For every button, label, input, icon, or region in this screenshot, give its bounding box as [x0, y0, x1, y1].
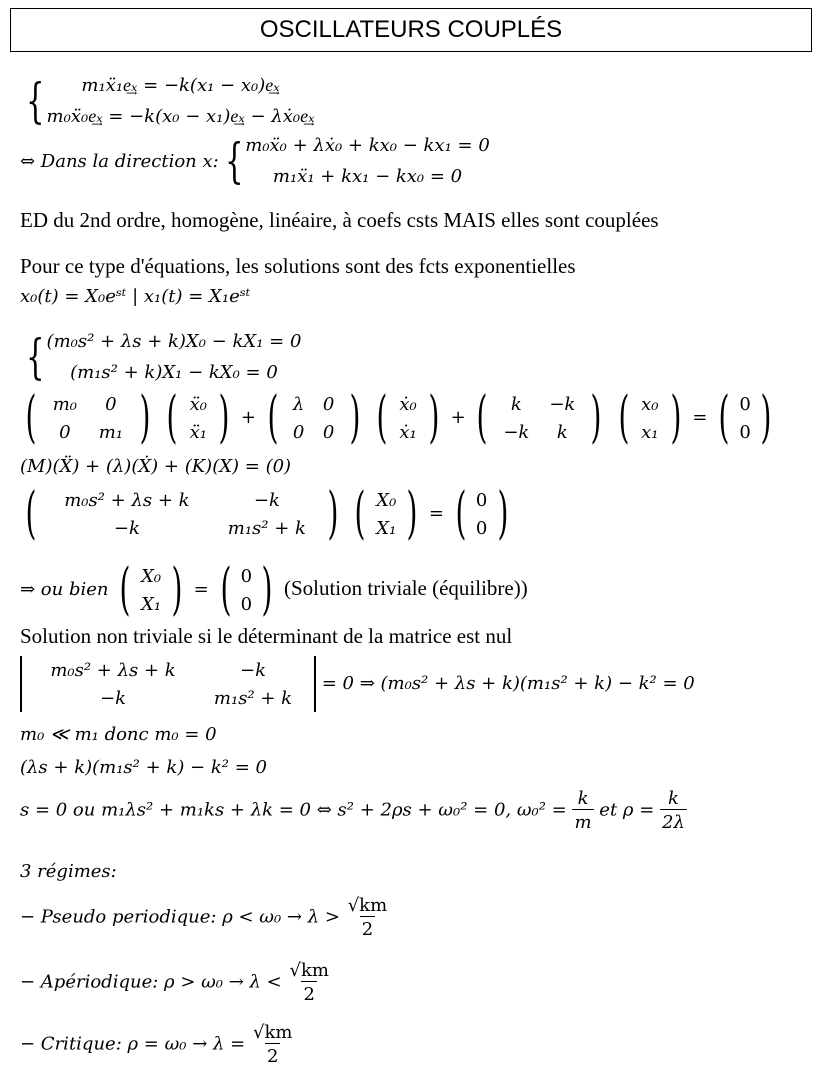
regime-fraction: $\frac{√km}{2}$: [252, 1022, 293, 1067]
newton-line-2: m₀ẍ₀e͢ₓ = −k(x₀ − x₁)e͢ₓ − λẋ₀e͢ₓ: [46, 106, 315, 127]
damping-matrix: ( λ 0 0 0 ): [267, 385, 360, 450]
solutions-line: x₀(t) = X₀eˢᵗ | x₁(t) = X₁eˢᵗ: [20, 286, 251, 307]
compact-equation: (M)(Ẍ) + (λ)(Ẋ) + (K)(X) = (0): [20, 456, 292, 477]
position-vector: ( x₀ x₁ ): [618, 385, 682, 450]
char-mid: et ρ =: [599, 799, 655, 821]
accel-vector: ( ẍ₀ ẍ₁ ): [166, 385, 230, 450]
nontrivial-text: Solution non triviale si le déterminant de la matrice est nul: [20, 624, 513, 648]
approx-line: m₀ ≪ m₁ donc m₀ = 0: [20, 724, 217, 745]
zero-vector: ( 0 0 ): [455, 481, 508, 546]
rho-fraction: $\frac{k}{2\lambda}$: [662, 788, 685, 833]
s-system-line-1: (m₀s² + λs + k)X₀ − kX₁ = 0: [46, 331, 302, 352]
matrix-equation: ( m₀ 0 0 m₁ ) ( ẍ₀ ẍ₁ ) + ( λ 0 0 0 ) ( ẋ₀ ẋ₁ ) + ( k −k −k k ) ( x₀ x₁ ) = ( 0 0 ): [20, 390, 777, 446]
determinant-rhs: = 0 ⇒ (m₀s² + λs + k)(m₁s² + k) − k² = 0: [321, 673, 695, 694]
reduced-line: (λs + k)(m₁s² + k) − k² = 0: [20, 757, 267, 778]
s-system-line-2: (m₁s² + k)X₁ − kX₀ = 0: [70, 362, 278, 383]
zero-vector: ( 0 0 ): [219, 557, 273, 622]
zero-vector: ( 0 0 ): [718, 385, 772, 450]
type-text: Pour ce type d'équations, les solutions sont des fcts exponentielles: [20, 254, 576, 278]
direction-line-1: m₀ẍ₀ + λẋ₀ + kx₀ − kx₁ = 0: [245, 135, 490, 156]
left-brace: {: [224, 133, 244, 189]
determinant: m₀s² + λs + k −k −k m₁s² + k: [20, 656, 316, 712]
ed-text: ED du 2nd ordre, homogène, linéaire, à coefs csts MAIS elles sont couplées: [20, 208, 659, 232]
trivial-solution: ⇒ ou bien ( X₀ X₁ ) = ( 0 0 ) (Solution triviale (équilibre)): [20, 557, 528, 622]
s-matrix-equation: ( m₀s² + λs + k −k −k m₁s² + k ) ( X₀ X₁ ) = ( 0 0 ): [20, 486, 513, 542]
left-brace: {: [26, 73, 45, 129]
s-matrix: ( m₀s² + λs + k −k −k m₁s² + k ): [25, 481, 339, 546]
characteristic-equation: [20, 788, 687, 833]
stiffness-matrix: ( k −k −k k ): [476, 385, 602, 450]
determinant-equation: [20, 656, 695, 712]
regime-pseudo: − Pseudo periodique: ρ < ω₀ → λ > $\frac{√km}{2}$: [20, 895, 388, 940]
regimes-title: 3 régimes:: [20, 861, 117, 882]
direction-label: ⇔ Dans la direction x:: [20, 150, 219, 172]
omega-fraction: $\frac{k}{m}$: [574, 788, 592, 833]
trivial-prefix: ⇒ ou bien: [20, 579, 109, 600]
char-main: s = 0 ou m₁λs² + m₁ks + λk = 0 ⇔ s² + 2ρs + ω₀² = 0, ω₀² =: [20, 799, 567, 821]
velocity-vector: ( ẋ₀ ẋ₁ ): [376, 385, 440, 450]
title-text: OSCILLATEURS COUPLÉS: [259, 16, 563, 43]
amplitude-vector: ( X₀ X₁ ): [119, 557, 183, 622]
trivial-note: (Solution triviale (équilibre)): [283, 576, 528, 600]
regime-critical: − Critique: ρ = ω₀ → λ = $\frac{√km}{2}$: [20, 1022, 293, 1067]
page-title: [10, 8, 812, 52]
left-brace: {: [26, 329, 45, 385]
newton-system: [20, 70, 314, 132]
amplitude-vector: ( X₀ X₁ ): [354, 481, 418, 546]
newton-line-1: m₁ẍ₁e͢ₓ = −k(x₁ − x₀)e͢ₓ: [81, 75, 280, 96]
regime-fraction: $\frac{√km}{2}$: [289, 960, 329, 1005]
s-system: [20, 326, 301, 388]
mass-matrix: ( m₀ 0 0 m₁ ): [25, 385, 151, 450]
regime-fraction: $\frac{√km}{2}$: [347, 895, 388, 940]
direction-line-2: m₁ẍ₁ + kx₁ − kx₀ = 0: [272, 166, 463, 187]
direction-system: [20, 130, 490, 192]
regime-aperiodic: − Apériodique: ρ > ω₀ → λ < $\frac{√km}{2}$: [20, 960, 329, 1005]
